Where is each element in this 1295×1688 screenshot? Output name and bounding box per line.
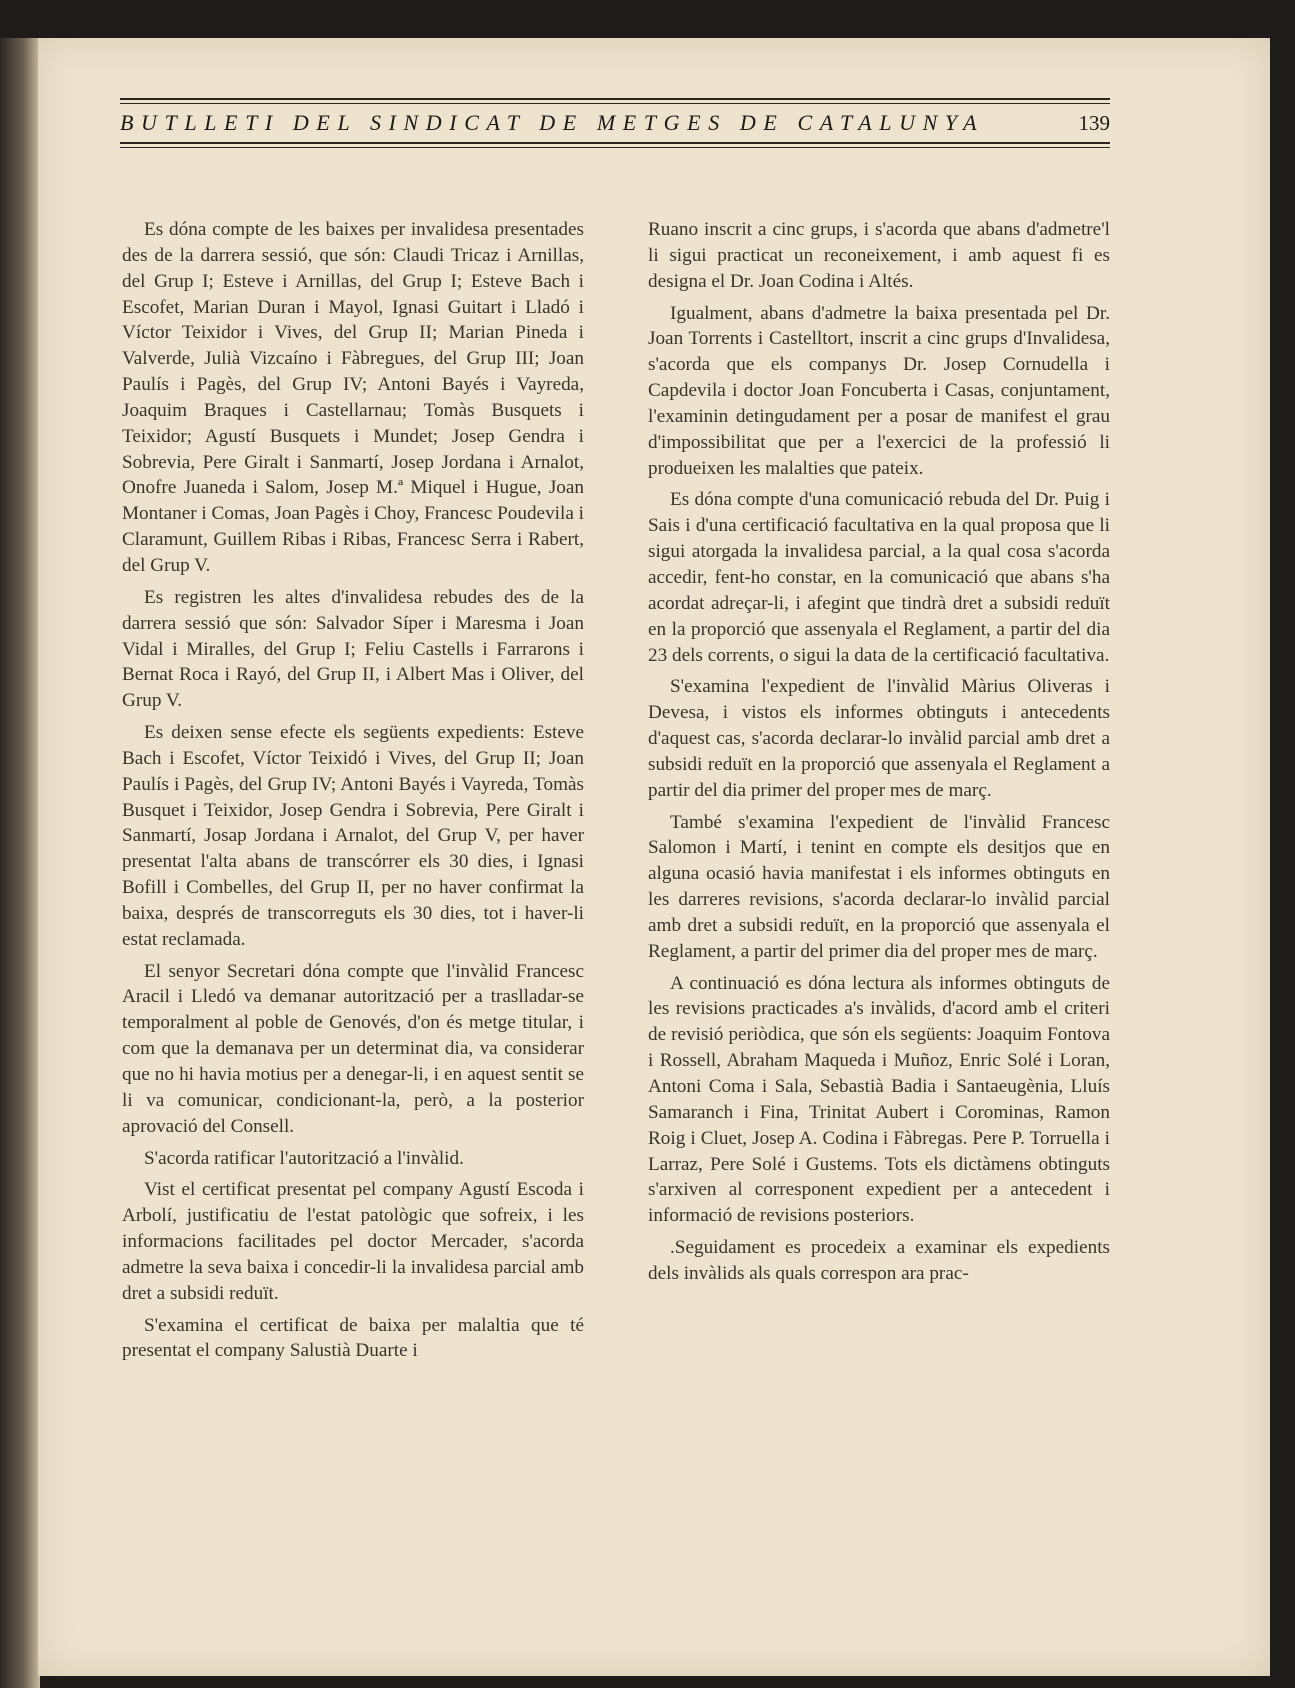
- paragraph: S'examina el certificat de baixa per malaltia que té presentat el company Salustià Duarte i: [122, 1314, 584, 1362]
- paragraph: A continuació es dóna lectura als informes obtinguts de les revisions practicades a's invàlids, d'acord amb el criteri de revisió periòdica, que són els següents: Joaquim Fontova i Rossell, Abraham Maqueda i Muñoz, Enric Solé i Loran, Antoni Coma i Sala, Sebastià Badia i Santaeugènia, Lluís Samaranch i Fina, Trinitat Aubert i Corominas, Ramon Roig i Cluet, Josep A. Codina i Fàbregas. Pere P. Torruella i Larraz, Pere Solé i Gustems. Tots els dictàmens obtinguts s'arxiven al corresponent expedient per a antecedent i informació de revisions posteriors.: [648, 972, 1110, 1227]
- paragraph: Es deixen sense efecte els següents expedients: Esteve Bach i Escofet, Víctor Teixidó i Vives, del Grup II; Joan Paulís i Pagès, del Grup IV; Antoni Bayés i Vayreda, Tomàs Busquet i Teixidor, Josep Gendra i Sobrevia, Pere Giralt i Sanmartí, Josap Jordana i Arnalot, del Grup V, per haver presentat l'alta abans de transcórrer els 30 dies, i Ignasi Bofill i Combelles, del Grup II, per no haver confirmat la baixa, després de transcorreguts els 30 dies, tot i haver-li estat reclamada.: [122, 722, 584, 950]
- paragraph: Es dóna compte de les baixes per invalidesa presentades des de la darrera sessió, que són: Claudi Tricaz i Arnillas, del Grup I; Esteve i Arnillas, del Grup I; Esteve Bach i Escofet, Marian Duran i Mayol, Ignasi Guitart i Lladó i Víctor Teixidor i Vives, del Grup II; Marian Pineda i Valverde, Julià Vizcaíno i Fàbregues, del Grup III; Joan Paulís i Pagès, del Grup IV; Antoni Bayés i Vayreda, Joaquim Braques i Castellarnau; Tomàs Busquets i Teixidor; Agustí Busquets i Mundet; Josep Gendra i Sobrevia, Pere Giralt i Sanmartí, Josep Jordana i Arnalot, Onofre Juaneda i Salom, Josep M.ª Miquel i Hugue, Joan Montaner i Comas, Joan Pagès i Choy, Francesc Poudevila i Claramunt, Guillem Ribas i Ribas, Francesc Serra i Rabert, del Grup V.: [122, 219, 584, 576]
- paragraph: També s'examina l'expedient de l'invàlid Francesc Salomon i Martí, i tenint en compte els desitjos que en alguna ocasió havia manifestat i els informes obtinguts en les darreres revisions, s'acorda declarar-lo invàlid parcial amb dret a subsidi reduït, en la proporció que assenyala el Reglament, a partir del primer dia del proper mes de març.: [648, 811, 1110, 962]
- right-text-column: [648, 217, 1110, 1293]
- header-rule-top-thin: [120, 103, 1110, 104]
- paragraph: S'acorda ratificar l'autorització a l'invàlid.: [144, 1147, 464, 1169]
- paragraph: .Seguidament es procedeix a examinar els expedients dels invàlids als quals correspon ara prac-: [648, 1237, 1110, 1284]
- paragraph: El senyor Secretari dóna compte que l'invàlid Francesc Aracil i Lledó va demanar autorització per a traslladar-se temporalment al poble de Genovés, d'on és metge titular, i com que la demanava per un determinat dia, va considerar que no hi havia motius per a denegar-li, i en aquest sentit se li va comunicar, condicionant-la, però, a la posterior aprovació del Consell.: [122, 960, 584, 1137]
- header-rule-bottom-thin: [120, 147, 1110, 148]
- paragraph: Es dóna compte d'una comunicació rebuda del Dr. Puig i Sais i d'una certificació facultativa en la qual proposa que li sigui atorgada la invalidesa parcial, a la qual cosa s'acorda accedir, fent-ho constar, en la comunicació que abans s'ha acordat adreçar-li, i afegint que tindrà dret a subsidi reduït en la proporció que assenyala el Reglament, a partir del dia 23 dels corrents, o sigui la data de la certificació facultativa.: [648, 489, 1110, 666]
- header-rule-bottom: [120, 142, 1110, 144]
- page-shadow-edge: [0, 38, 40, 1688]
- paragraph: Igualment, abans d'admetre la baixa presentada pel Dr. Joan Torrents i Castelltort, inscrit a cinc grups d'Invalidesa, s'acorda que els companys Dr. Josep Cornudella i Capdevila i doctor Joan Foncuberta i Casas, conjuntament, l'examinin detingudament per a posar de manifest el grau d'impossibilitat que per a l'exercici de la professió li produeixen les malalties que pateix.: [648, 302, 1110, 479]
- running-header: [120, 98, 1110, 148]
- paragraph-continued: Ruano inscrit a cinc grups, i s'acorda que abans d'admetre'l li sigui practicat un reconeixement, i amb aquest fi es designa el Dr. Joan Codina i Altés.: [648, 219, 1110, 292]
- header-rule-top: [120, 98, 1110, 100]
- page-number: 139: [1078, 111, 1110, 135]
- paragraph: Es registren les altes d'invalidesa rebudes des de la darrera sessió que són: Salvador Síper i Maresma i Joan Vidal i Miralles, del Grup I; Feliu Castells i Farrarons i Bernat Roca i Rayó, del Grup II, i Albert Mas i Oliver, del Grup V.: [122, 586, 584, 712]
- paragraph: S'examina l'expedient de l'invàlid Màrius Oliveras i Devesa, i vistos els informes obtinguts i antecedents d'aquest cas, s'acorda declarar-lo invàlid parcial amb dret a subsidi reduït en la proporció que assenyala el Reglament a partir del dia primer del proper mes de març.: [648, 676, 1110, 801]
- paragraph: Vist el certificat presentat pel company Agustí Escoda i Arbolí, justificatiu de l'estat patològic que sofreix, i les informacions facilitades pel doctor Mercader, s'acorda admetre la seva baixa i concedir-li la invalidesa parcial amb dret a subsidi reduït.: [122, 1179, 584, 1304]
- journal-title: BUTLLETI DEL SINDICAT DE METGES DE CATALUNYA: [120, 110, 985, 135]
- left-text-column: [122, 217, 584, 1370]
